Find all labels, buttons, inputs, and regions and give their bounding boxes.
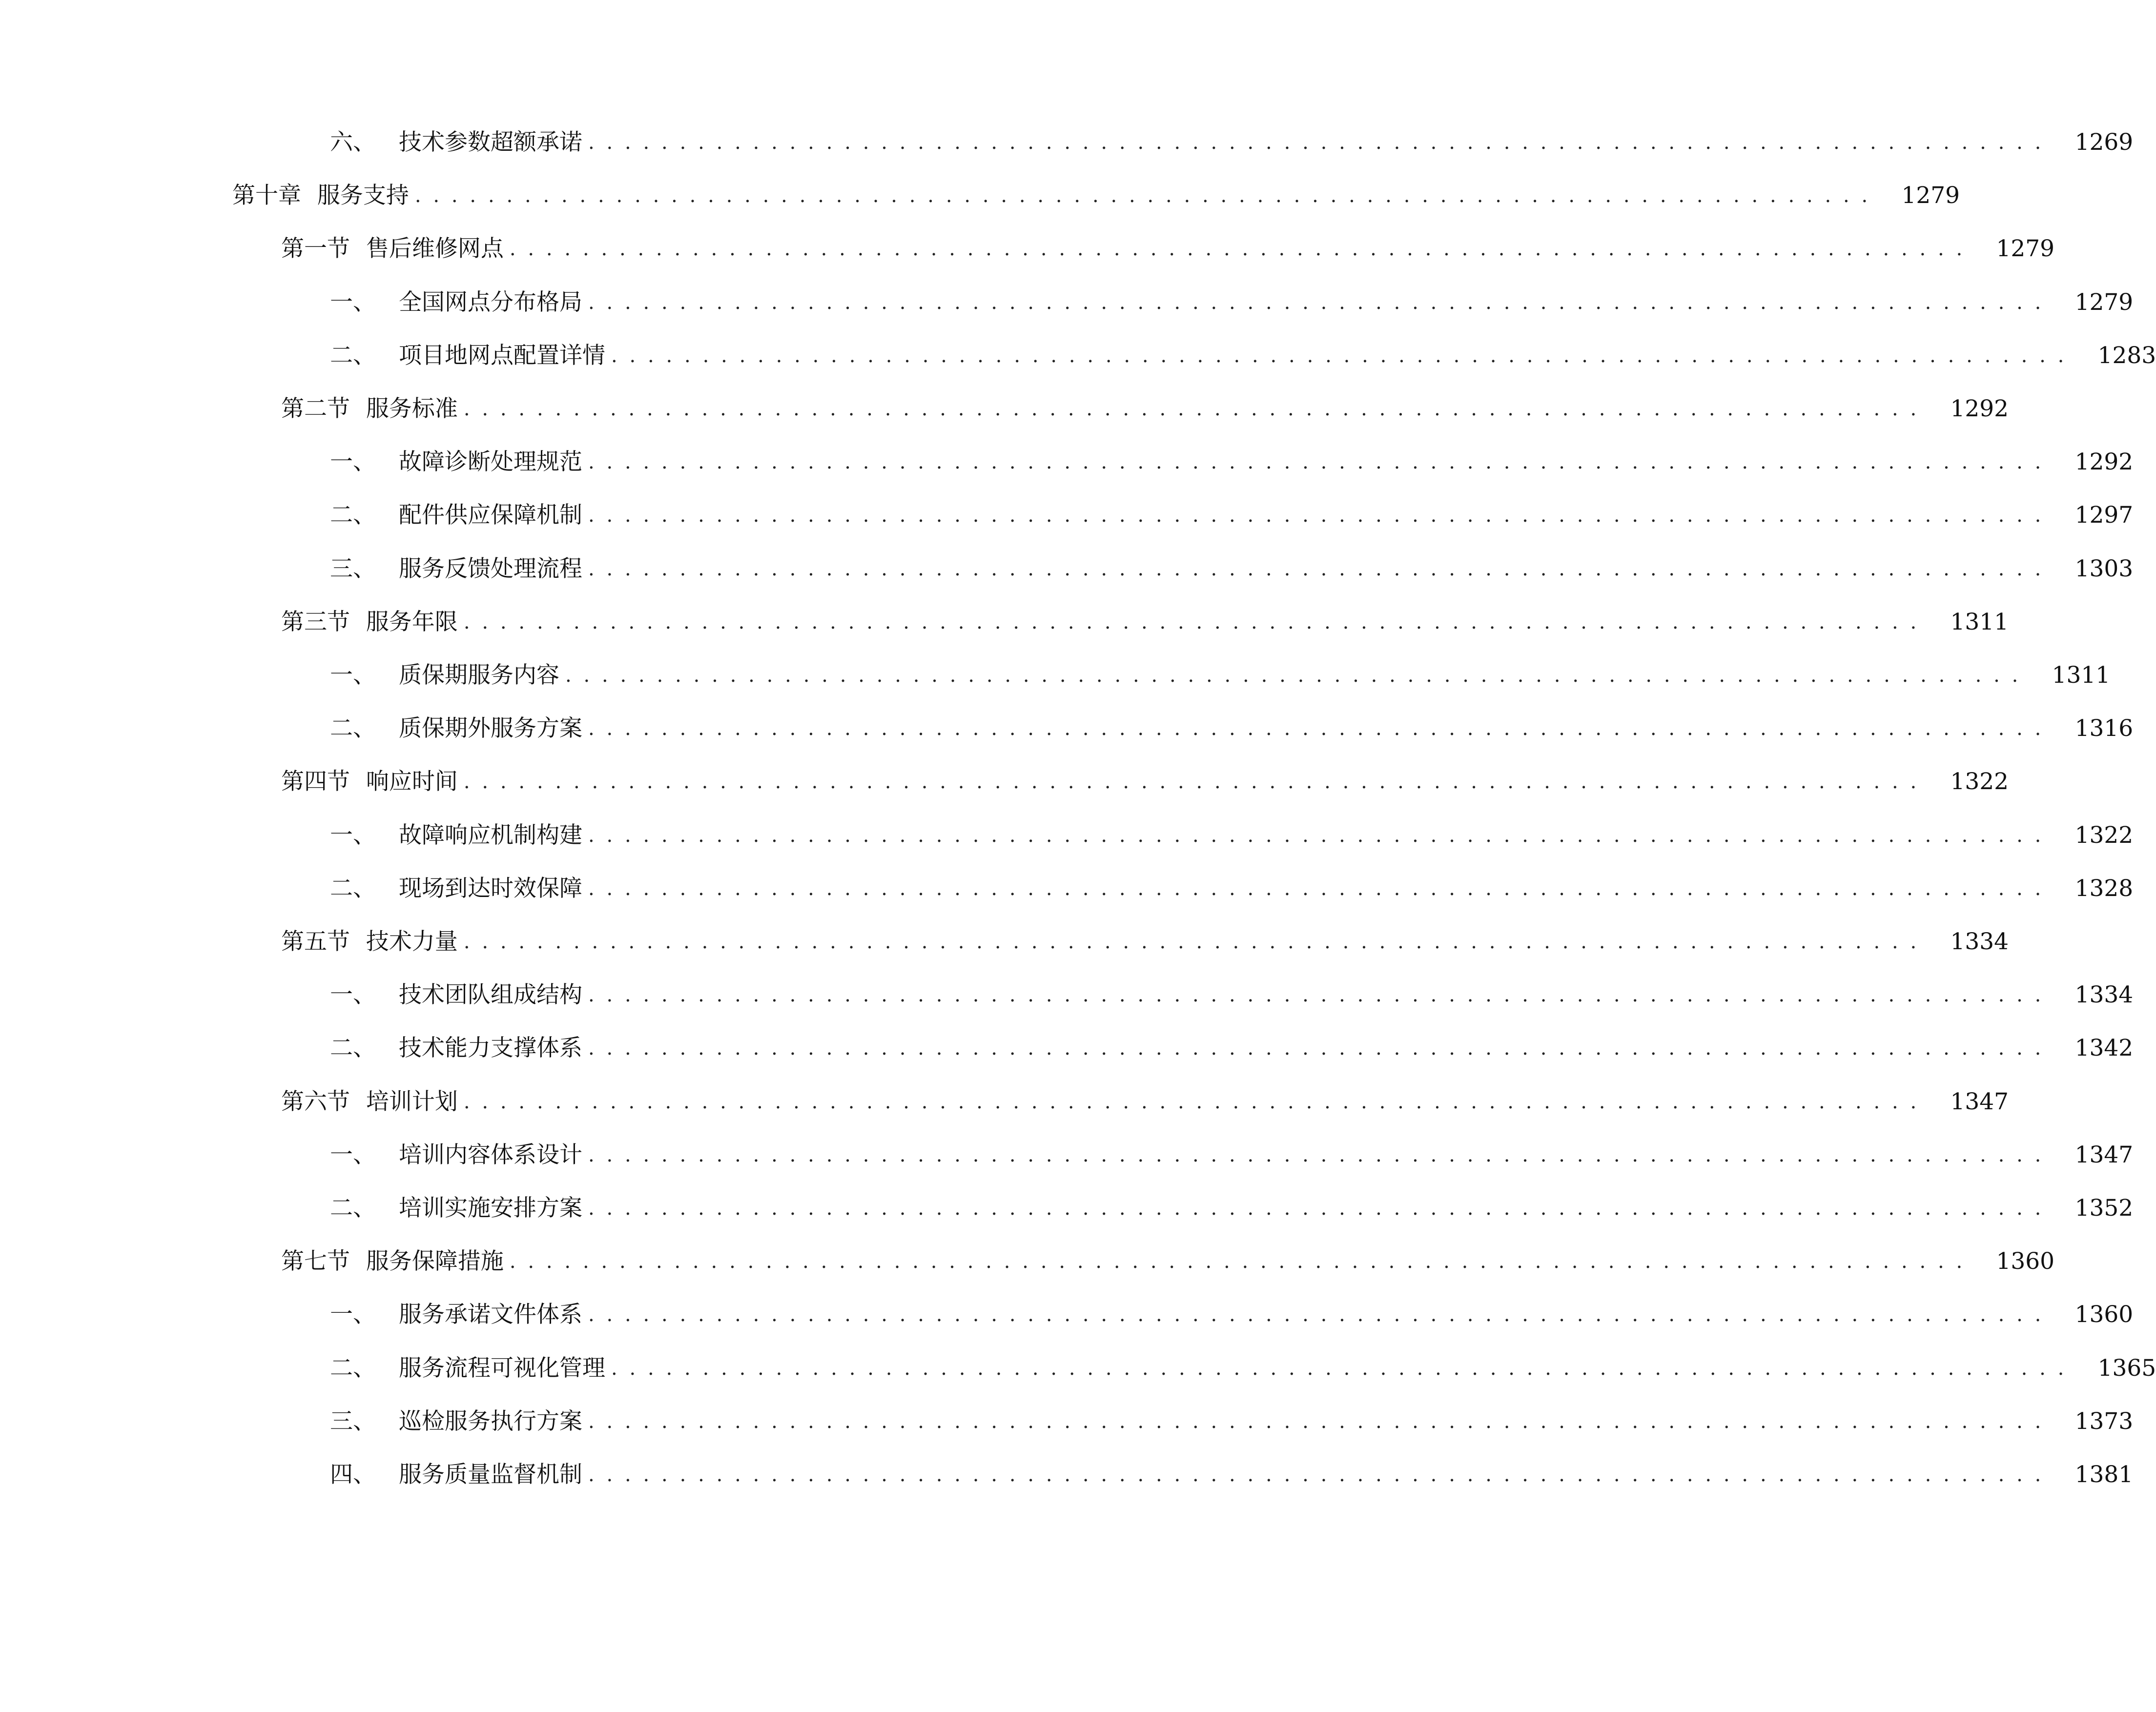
toc-entry-label: [330, 283, 582, 322]
toc-entry-page-number: 1297: [2074, 502, 2134, 529]
toc-entry-title: 全国网点分布格局: [399, 288, 582, 316]
toc-entry-number: 一、: [330, 1141, 376, 1168]
toc-entry-page-number: 1316: [2074, 715, 2134, 742]
toc-entry-number: 一、: [330, 981, 376, 1009]
toc-entry[interactable]: [0, 229, 2055, 268]
toc-entry-title: 售后维修网点: [366, 235, 504, 263]
toc-entry-title: 服务保障措施: [366, 1248, 504, 1275]
toc-entry[interactable]: [0, 496, 2134, 535]
toc-entry-label: [281, 603, 458, 642]
toc-entry-title: 服务反馈处理流程: [399, 555, 582, 582]
toc-entry-page-number: 1381: [2074, 1461, 2134, 1488]
toc-entry-title: 响应时间: [366, 768, 458, 795]
toc-entry-number: 二、: [330, 875, 376, 902]
toc-entry-title: 服务支持: [317, 182, 409, 209]
toc-entry[interactable]: [0, 762, 2009, 801]
toc-entry-label: [281, 1082, 458, 1121]
toc-entry-page-number: 1360: [1996, 1248, 2055, 1275]
toc-entry-number: 六、: [330, 129, 376, 156]
toc-entry-title: 技术参数超额承诺: [399, 129, 582, 156]
dot-leader: ................................................................................: [463, 611, 1929, 633]
toc-entry-label: [281, 229, 504, 268]
dot-leader: ................................................................................: [588, 717, 2053, 740]
toc-entry-title: 培训实施安排方案: [399, 1195, 582, 1222]
toc-entry-label: [330, 1189, 582, 1228]
toc-entry-number: 二、: [330, 715, 376, 742]
toc-entry[interactable]: [0, 1136, 2134, 1175]
toc-entry-label: [330, 709, 582, 748]
toc-entry[interactable]: [0, 1082, 2009, 1121]
toc-entry-page-number: 1303: [2074, 555, 2134, 582]
toc-entry-label: [330, 1349, 605, 1388]
dot-leader: ................................................................................: [463, 1090, 1929, 1113]
toc-entry-title: 技术能力支撑体系: [399, 1035, 582, 1062]
dot-leader: ................................................................................: [565, 664, 2031, 687]
toc-entry-number: 三、: [330, 1407, 376, 1435]
toc-entry-page-number: 1322: [2074, 821, 2134, 849]
toc-entry-number: 第三节: [281, 608, 350, 635]
toc-entry-label: [232, 176, 409, 215]
toc-entry-page-number: 1279: [2074, 288, 2134, 316]
toc-entry-number: 三、: [330, 555, 376, 582]
toc-entry-number: 一、: [330, 662, 376, 689]
toc-entry-page-number: 1365: [2097, 1354, 2156, 1382]
dot-leader: ................................................................................: [611, 344, 2076, 367]
toc-entry-label: [281, 762, 458, 801]
toc-entry-label: [330, 123, 582, 162]
toc-entry-label: [281, 389, 458, 428]
dot-leader: ................................................................................: [611, 1357, 2076, 1380]
dot-leader: ................................................................................: [588, 1037, 2053, 1060]
toc-entry-label: [330, 1136, 582, 1175]
toc-entry[interactable]: [0, 1455, 2134, 1494]
toc-entry[interactable]: [0, 869, 2134, 908]
toc-entry-title: 故障响应机制构建: [399, 821, 582, 849]
toc-entry-page-number: 1360: [2074, 1301, 2134, 1328]
dot-leader: ................................................................................: [588, 291, 2053, 314]
toc-entry-title: 项目地网点配置详情: [399, 342, 605, 369]
toc-entry-page-number: 1328: [2074, 875, 2134, 902]
toc-entry-number: 一、: [330, 821, 376, 849]
toc-entry[interactable]: [0, 816, 2134, 855]
toc-entry-page-number: 1352: [2074, 1195, 2134, 1222]
toc-entry[interactable]: [0, 1402, 2134, 1441]
toc-entry-number: 一、: [330, 448, 376, 476]
toc-entry-title: 现场到达时效保障: [399, 875, 582, 902]
toc-entry-title: 服务年限: [366, 608, 458, 635]
toc-entry-page-number: 1283: [2097, 342, 2156, 369]
toc-entry-title: 服务标准: [366, 395, 458, 422]
toc-entry[interactable]: [0, 1242, 2055, 1281]
toc-entry-page-number: 1292: [2074, 448, 2134, 476]
toc-entry[interactable]: [0, 443, 2134, 482]
toc-entry[interactable]: [0, 1349, 2156, 1388]
dot-leader: ................................................................................: [588, 1143, 2053, 1166]
toc-entry-title: 服务流程可视化管理: [399, 1354, 605, 1382]
dot-leader: ................................................................................: [588, 1464, 2053, 1486]
toc-entry-title: 服务质量监督机制: [399, 1461, 582, 1488]
toc-entry-page-number: 1322: [1950, 768, 2009, 795]
toc-entry-label: [330, 336, 605, 375]
toc-entry-label: [330, 443, 582, 482]
dot-leader: ................................................................................: [588, 984, 2053, 1007]
toc-entry-number: 一、: [330, 1301, 376, 1328]
toc-entry-page-number: 1373: [2074, 1407, 2134, 1435]
toc-entry-page-number: 1269: [2074, 129, 2134, 156]
toc-entry-label: [330, 496, 582, 535]
toc-entry-label: [330, 1455, 582, 1494]
toc-entry-number: 二、: [330, 1354, 376, 1382]
toc-entry-page-number: 1334: [2074, 981, 2134, 1009]
toc-entry[interactable]: [0, 656, 2111, 695]
toc-entry-label: [281, 1242, 504, 1281]
toc-entry-title: 技术力量: [366, 928, 458, 955]
toc-entry-title: 巡检服务执行方案: [399, 1407, 582, 1435]
dot-leader: ................................................................................: [463, 771, 1929, 794]
toc-entry[interactable]: [0, 550, 2134, 589]
toc-entry-number: 二、: [330, 1195, 376, 1222]
toc-entry-page-number: 1311: [1950, 608, 2009, 635]
toc-entry-page-number: 1342: [2074, 1035, 2134, 1062]
toc-entry-page-number: 1334: [1950, 928, 2009, 955]
toc-entry-page-number: 1311: [2052, 662, 2111, 689]
toc-entry-title: 服务承诺文件体系: [399, 1301, 582, 1328]
toc-entry[interactable]: [0, 389, 2009, 428]
dot-leader: ................................................................................: [463, 398, 1929, 420]
toc-entry-number: 二、: [330, 342, 376, 369]
toc-entry-label: [330, 1295, 582, 1334]
toc-entry[interactable]: [0, 709, 2134, 748]
toc-entry[interactable]: [0, 922, 2009, 961]
toc-entry-label: [330, 869, 582, 908]
toc-entry-title: 培训计划: [366, 1088, 458, 1115]
dot-leader: ................................................................................: [588, 131, 2053, 154]
toc-entry-title: 故障诊断处理规范: [399, 448, 582, 476]
dot-leader: ................................................................................: [414, 184, 1880, 207]
toc-entry-page-number: 1279: [1901, 182, 1960, 209]
dot-leader: ................................................................................: [588, 1304, 2053, 1326]
toc-entry-title: 配件供应保障机制: [399, 502, 582, 529]
toc-entry[interactable]: [0, 176, 1960, 215]
dot-leader: ................................................................................: [588, 824, 2053, 847]
toc-entry-label: [330, 1402, 582, 1441]
toc-entry-title: 质保期外服务方案: [399, 715, 582, 742]
toc-entry-number: 第六节: [281, 1088, 350, 1115]
toc-entry-number: 第四节: [281, 768, 350, 795]
dot-leader: ................................................................................: [588, 504, 2053, 527]
toc-entry-page-number: 1347: [2074, 1141, 2134, 1168]
toc-entry[interactable]: [0, 1029, 2134, 1068]
dot-leader: ................................................................................: [588, 557, 2053, 580]
toc-entry-page-number: 1292: [1950, 395, 2009, 422]
toc-entry[interactable]: [0, 1295, 2134, 1334]
toc-entry[interactable]: [0, 976, 2134, 1015]
toc-entry[interactable]: [0, 283, 2134, 322]
toc-entry-number: 一、: [330, 288, 376, 316]
toc-entry-number: 第七节: [281, 1248, 350, 1275]
toc-entry[interactable]: [0, 336, 2156, 375]
toc-entry-number: 第二节: [281, 395, 350, 422]
toc-entry-label: [330, 550, 582, 589]
toc-entry-label: [330, 1029, 582, 1068]
toc-entry-number: 二、: [330, 1035, 376, 1062]
toc-entry-label: [330, 816, 582, 855]
toc-entry-title: 技术团队组成结构: [399, 981, 582, 1009]
toc-entry-number: 第五节: [281, 928, 350, 955]
toc-entry-number: 第一节: [281, 235, 350, 263]
toc-entry-number: 第十章: [232, 182, 301, 209]
toc-entry-label: [330, 976, 582, 1015]
dot-leader: ................................................................................: [588, 1197, 2053, 1220]
toc-entry[interactable]: [0, 123, 2134, 162]
toc-entry-label: [281, 922, 458, 961]
toc-entry-page-number: 1279: [1996, 235, 2055, 263]
toc-entry-page-number: 1347: [1950, 1088, 2009, 1115]
dot-leader: ................................................................................: [463, 931, 1929, 953]
dot-leader: ................................................................................: [588, 451, 2053, 474]
dot-leader: ................................................................................: [509, 1250, 1975, 1273]
dot-leader: ................................................................................: [588, 1410, 2053, 1433]
toc-entry-number: 四、: [330, 1461, 376, 1488]
toc-entry[interactable]: [0, 603, 2009, 642]
dot-leader: ................................................................................: [509, 238, 1975, 261]
toc-entry-title: 培训内容体系设计: [399, 1141, 582, 1168]
toc-entry-title: 质保期服务内容: [399, 662, 559, 689]
toc-entry[interactable]: [0, 1189, 2134, 1228]
toc-entry-number: 二、: [330, 502, 376, 529]
toc-entry-label: [330, 656, 559, 695]
dot-leader: ................................................................................: [588, 877, 2053, 900]
